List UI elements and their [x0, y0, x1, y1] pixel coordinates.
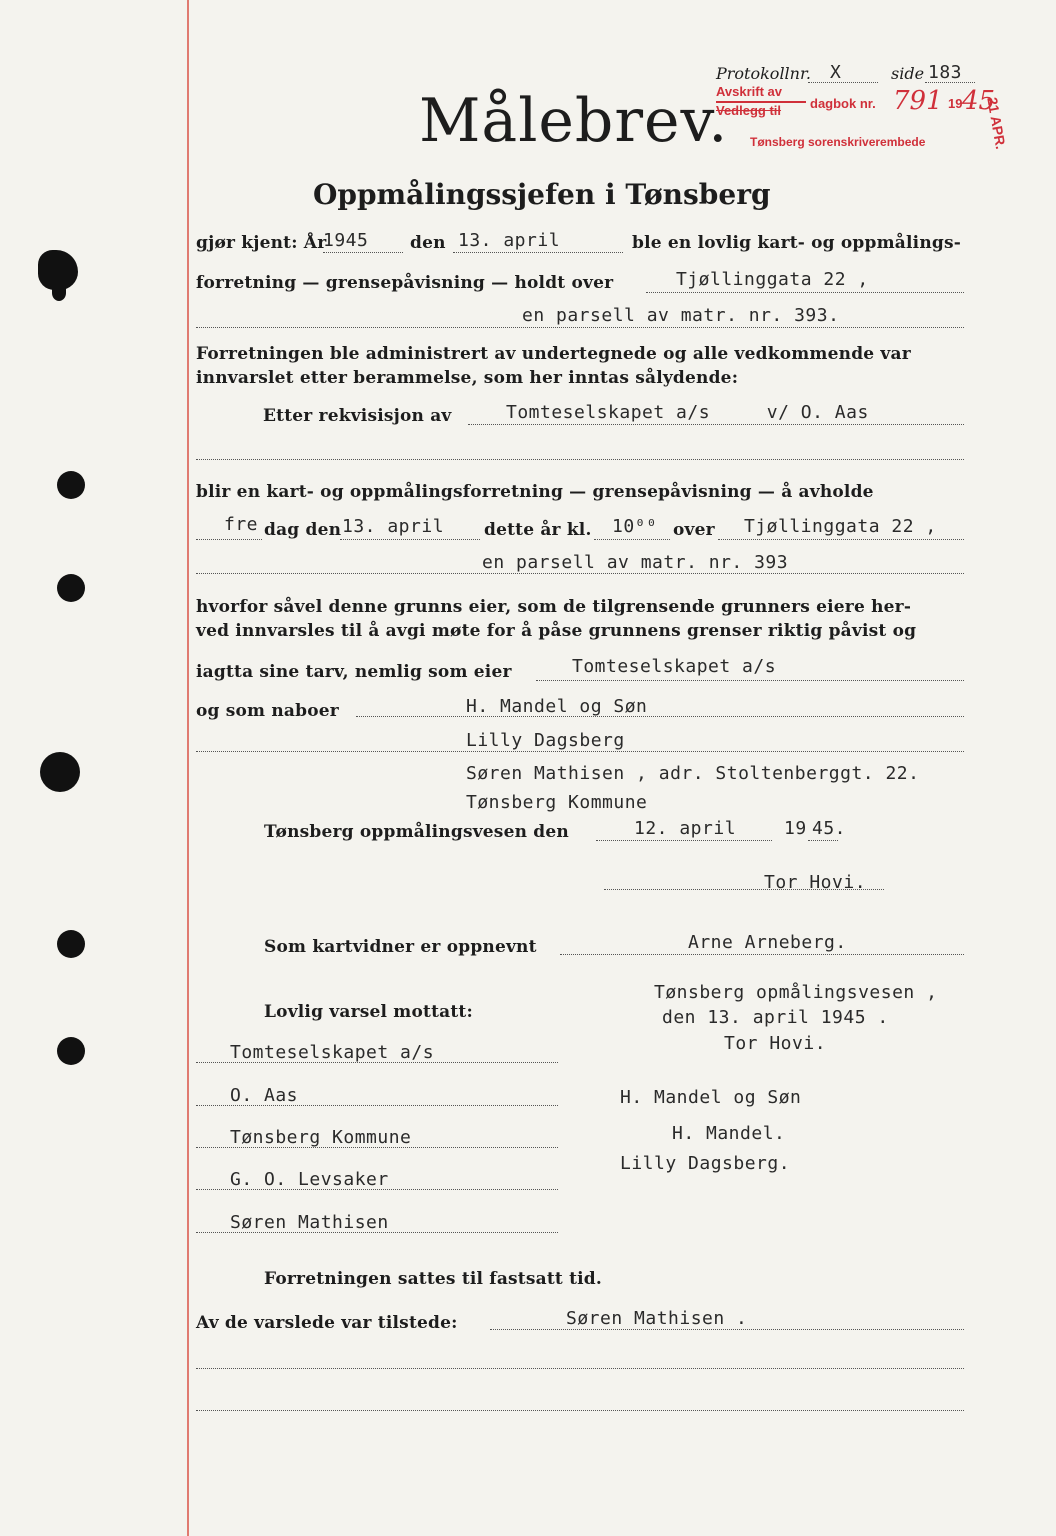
time-dots	[594, 539, 670, 540]
para1-line1: Forretningen ble administrert av undertegnede og alle vedkommende var	[196, 344, 911, 364]
notice-line5: ved innvarsles til å avgi møte for å påse grunnens grenser riktig påvist og	[196, 621, 917, 641]
location-dots	[646, 292, 964, 293]
notice-time: 10⁰⁰	[612, 516, 658, 537]
page-title: Målebrev.	[419, 86, 729, 156]
notice-location: Tjøllinggata 22 ,	[744, 516, 937, 537]
protokoll-value: X	[830, 62, 842, 83]
blank-line-1	[196, 459, 964, 460]
neighbours-label: og som naboer	[196, 701, 339, 721]
red-margin-line	[187, 0, 189, 1536]
notice-weekday: fre	[224, 514, 259, 535]
date-dots	[453, 252, 623, 253]
notice-parcel-dots	[196, 573, 964, 574]
present-dots	[490, 1329, 964, 1330]
neighbour-dots-1	[356, 716, 964, 717]
stamp-year: 45	[962, 86, 996, 116]
torn-hole-mark	[38, 250, 78, 290]
notice-date-dots	[340, 539, 480, 540]
intro-location: Tjøllinggata 22 ,	[676, 269, 869, 290]
intro-date: 13. april	[458, 230, 561, 251]
received-name-2: O. Aas	[230, 1085, 299, 1106]
neighbour-dots-2	[196, 751, 964, 752]
punch-hole-3	[40, 752, 80, 792]
intro-text-b: den	[410, 233, 446, 253]
side-value: 183	[928, 62, 963, 83]
dated-label: Tønsberg oppmålingsvesen den	[264, 822, 569, 842]
right-line-6: Lilly Dagsberg.	[620, 1153, 791, 1174]
punch-hole-2	[57, 574, 85, 602]
intro-text-c: ble en lovlig kart- og oppmålings-	[632, 233, 961, 253]
present-value: Søren Mathisen .	[566, 1308, 748, 1329]
closing-fixed: Forretningen sattes til fastsatt tid.	[264, 1269, 602, 1289]
protokoll-dots	[808, 82, 878, 83]
notice-date: 13. april	[342, 516, 445, 537]
received-name-3: Tønsberg Kommune	[230, 1127, 412, 1148]
intro-text-d: forretning — grensepåvisning — holdt over	[196, 273, 614, 293]
right-line-1: Tønsberg opmålingsvesen ,	[654, 982, 938, 1003]
neighbour-2: Lilly Dagsberg	[466, 730, 625, 751]
notice-dag: dag den	[264, 520, 342, 540]
dated-date-dots	[596, 840, 772, 841]
right-line-3: Tor Hovi.	[724, 1033, 827, 1054]
protokoll-label: Protokollnr.	[716, 64, 811, 83]
notice-location-dots	[718, 539, 964, 540]
parcel-dots	[196, 327, 964, 328]
stamp-number: 791	[893, 86, 943, 116]
right-line-4: H. Mandel og Søn	[620, 1087, 802, 1108]
received-label: Lovlig varsel mottatt:	[264, 1002, 473, 1022]
stamp-line-1: Avskrift av	[716, 84, 782, 99]
owner-value: Tomteselskapet a/s	[572, 656, 777, 677]
year-dots	[323, 252, 403, 253]
notice-over: over	[673, 520, 715, 540]
witness-label: Som kartvidner er oppnevnt	[264, 937, 537, 957]
intro-text-a: gjør kjent: År	[196, 233, 327, 253]
dated-date: 12. april	[634, 818, 737, 839]
received-name-4: G. O. Levsaker	[230, 1169, 389, 1190]
para1-line2: innvarslet etter berammelse, som her inntas sålydende:	[196, 368, 739, 388]
dated-year-dots	[808, 840, 838, 841]
intro-year: 1945	[323, 230, 369, 251]
notice-parcel: en parsell av matr. nr. 393	[482, 552, 789, 573]
stamp-date: 21 APR.	[984, 96, 1010, 151]
blank-line-3	[196, 1410, 964, 1411]
stamp-line-2: Vedlegg til	[716, 103, 782, 118]
right-line-5: H. Mandel.	[672, 1123, 786, 1144]
stamp-year-prefix: 19	[948, 96, 963, 111]
stamp-office: Tønsberg sorenskriverembede	[750, 135, 926, 149]
requisition-value: Tomteselskapet a/s v/ O. Aas	[506, 402, 869, 423]
right-line-2: den 13. april 1945 .	[662, 1007, 889, 1028]
punch-hole-5	[57, 1037, 85, 1065]
dated-year-prefix: 19	[784, 818, 807, 839]
present-label: Av de varslede var tilstede:	[196, 1313, 458, 1333]
notice-line4: hvorfor såvel denne grunns eier, som de tilgrensende grunners eiere her-	[196, 597, 912, 617]
stamp-dagbok: dagbok nr.	[810, 96, 876, 111]
witness-dots	[560, 954, 964, 955]
weekday-dots	[196, 539, 262, 540]
intro-parcel: en parsell av matr. nr. 393.	[522, 305, 840, 326]
received-name-1: Tomteselskapet a/s	[230, 1042, 435, 1063]
notice-dette: dette år kl.	[484, 520, 592, 540]
witness-value: Arne Arneberg.	[688, 932, 847, 953]
neighbour-3: Søren Mathisen , adr. Stoltenberggt. 22.	[466, 763, 920, 784]
neighbour-1: H. Mandel og Søn	[466, 696, 648, 717]
neighbour-4: Tønsberg Kommune	[466, 792, 648, 813]
owner-dots	[536, 680, 964, 681]
dated-year: 45.	[812, 818, 847, 839]
blank-line-2	[196, 1368, 964, 1369]
notice-line1: blir en kart- og oppmålingsforretning — grensepåvisning — å avholde	[196, 482, 874, 502]
side-label: side	[891, 64, 925, 83]
punch-hole-4	[57, 930, 85, 958]
page-subtitle: Oppmålingssjefen i Tønsberg	[313, 178, 771, 211]
torn-hole-tail	[52, 285, 66, 301]
received-name-5: Søren Mathisen	[230, 1212, 389, 1233]
dated-signature: Tor Hovi.	[764, 872, 867, 893]
requisition-dots	[468, 424, 964, 425]
requisition-label: Etter rekvisisjon av	[263, 406, 452, 426]
notice-line6: iagtta sine tarv, nemlig som eier	[196, 662, 512, 682]
punch-hole-1	[57, 471, 85, 499]
